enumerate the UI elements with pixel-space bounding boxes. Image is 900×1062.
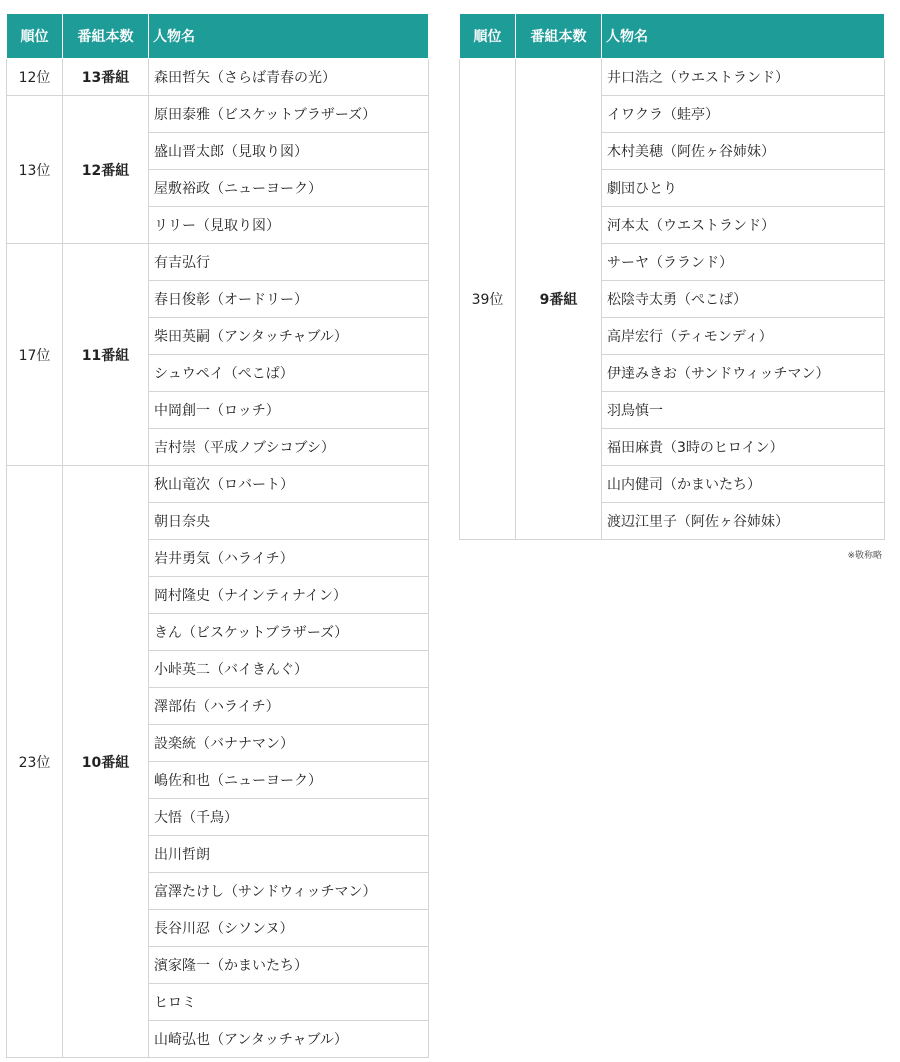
person-name-cell: 出川哲朗 — [149, 836, 429, 873]
honorifics-note: ※敬称略 — [847, 551, 882, 561]
person-name-cell: 森田哲矢（さらば青春の光） — [149, 59, 429, 96]
person-name-cell: 伊達みきお（サンドウィッチマン） — [602, 355, 885, 392]
person-name-cell: 中岡創一（ロッチ） — [149, 392, 429, 429]
person-name-cell: 柴田英嗣（アンタッチャブル） — [149, 318, 429, 355]
rank-cell: 39位 — [460, 59, 516, 540]
table-header-row — [460, 14, 885, 59]
person-name-cell: 吉村崇（平成ノブシコブシ） — [149, 429, 429, 466]
person-name-cell: シュウペイ（ぺこぱ） — [149, 355, 429, 392]
person-name-cell: ヒロミ — [149, 984, 429, 1021]
person-name-cell: イワクラ（蛙亭） — [602, 96, 885, 133]
person-name-cell: 小峠英二（バイきんぐ） — [149, 651, 429, 688]
person-name-cell: 羽鳥慎一 — [602, 392, 885, 429]
header-count: 番組本数 — [63, 14, 149, 59]
program-count-cell: 13番組 — [63, 59, 149, 96]
table-row — [7, 59, 429, 96]
program-count-cell: 11番組 — [63, 244, 149, 466]
person-name-cell: 木村美穂（阿佐ヶ谷姉妹） — [602, 133, 885, 170]
person-name-cell: 岩井勇気（ハライチ） — [149, 540, 429, 577]
person-name-cell: 長谷川忍（シソンヌ） — [149, 910, 429, 947]
person-name-cell: 朝日奈央 — [149, 503, 429, 540]
header-rank: 順位 — [7, 14, 63, 59]
program-count-cell: 9番組 — [516, 59, 602, 540]
person-name-cell: 松陰寺太勇（ぺこぱ） — [602, 281, 885, 318]
program-count-cell: 10番組 — [63, 466, 149, 1058]
person-name-cell: 福田麻貴（3時のヒロイン） — [602, 429, 885, 466]
ranking-table-left — [6, 13, 429, 1058]
rank-cell: 17位 — [7, 244, 63, 466]
table-row — [7, 96, 429, 133]
person-name-cell: 渡辺江里子（阿佐ヶ谷姉妹） — [602, 503, 885, 540]
person-name-cell: きん（ビスケットブラザーズ） — [149, 614, 429, 651]
person-name-cell: 井口浩之（ウエストランド） — [602, 59, 885, 96]
person-name-cell: 濱家隆一（かまいたち） — [149, 947, 429, 984]
ranking-table-right — [459, 13, 885, 540]
person-name-cell: 有吉弘行 — [149, 244, 429, 281]
person-name-cell: サーヤ（ラランド） — [602, 244, 885, 281]
person-name-cell: 大悟（千鳥） — [149, 799, 429, 836]
person-name-cell: 嶋佐和也（ニューヨーク） — [149, 762, 429, 799]
header-rank: 順位 — [460, 14, 516, 59]
person-name-cell: 設楽統（バナナマン） — [149, 725, 429, 762]
person-name-cell: 春日俊彰（オードリー） — [149, 281, 429, 318]
person-name-cell: 屋敷裕政（ニューヨーク） — [149, 170, 429, 207]
person-name-cell: 高岸宏行（ティモンディ） — [602, 318, 885, 355]
person-name-cell: 岡村隆史（ナインティナイン） — [149, 577, 429, 614]
person-name-cell: 山崎弘也（アンタッチャブル） — [149, 1021, 429, 1058]
header-name: 人物名 — [149, 14, 429, 59]
person-name-cell: 原田泰雅（ビスケットブラザーズ） — [149, 96, 429, 133]
table-row — [7, 466, 429, 503]
person-name-cell: 河本太（ウエストランド） — [602, 207, 885, 244]
person-name-cell: 澤部佑（ハライチ） — [149, 688, 429, 725]
person-name-cell: 劇団ひとり — [602, 170, 885, 207]
person-name-cell: 山内健司（かまいたち） — [602, 466, 885, 503]
table-row — [460, 59, 885, 96]
rank-cell: 13位 — [7, 96, 63, 244]
person-name-cell: リリー（見取り図） — [149, 207, 429, 244]
program-count-cell: 12番組 — [63, 96, 149, 244]
person-name-cell: 盛山晋太郎（見取り図） — [149, 133, 429, 170]
header-count: 番組本数 — [516, 14, 602, 59]
person-name-cell: 富澤たけし（サンドウィッチマン） — [149, 873, 429, 910]
header-name: 人物名 — [602, 14, 885, 59]
table-header-row — [7, 14, 429, 59]
rank-cell: 12位 — [7, 59, 63, 96]
person-name-cell: 秋山竜次（ロバート） — [149, 466, 429, 503]
table-row — [7, 244, 429, 281]
rank-cell: 23位 — [7, 466, 63, 1058]
